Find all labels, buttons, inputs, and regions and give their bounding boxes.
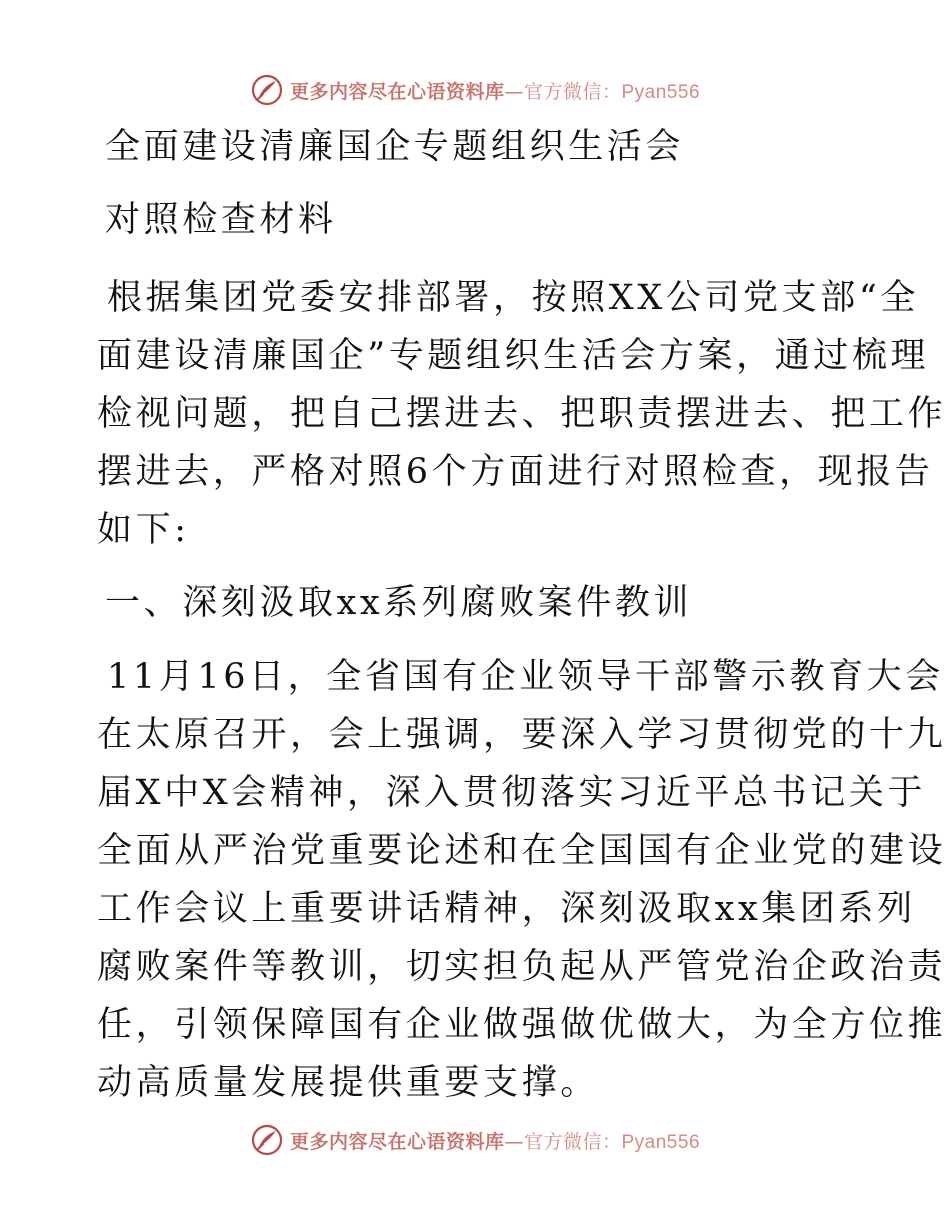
paragraph-line: 任，引领保障国有企业做强做优做大，为全方位推 — [97, 1005, 947, 1045]
watermark-wechat-label: 官方微信： — [523, 1130, 622, 1153]
paragraph-line: 如下: — [97, 510, 190, 550]
section-heading-1: 一、深刻汲取xx系列腐败案件教训 — [105, 583, 693, 623]
watermark-site-text: 更多内容尽在心语资料库 — [289, 80, 505, 103]
paragraph-line: 腐败案件等教训，切实担负起从严管党治企政治责 — [97, 947, 947, 987]
paragraph-line: 届X中X会精神，深入贯彻落实习近平总书记关于 — [97, 773, 927, 813]
document-title-line2: 对照检查材料 — [105, 200, 337, 240]
watermark-dash: — — [504, 80, 524, 103]
watermark-handle: Pyan556 — [621, 81, 701, 103]
watermark-dash: — — [504, 1130, 524, 1153]
paragraph-line: 摆进去，严格对照6个方面进行对照检查，现报告 — [97, 452, 934, 492]
watermark-text — [290, 1127, 700, 1154]
paragraph-intro — [97, 269, 946, 559]
paragraph-section-1 — [97, 648, 946, 1112]
paragraph-line: 在太原召开，会上强调，要深入学习贯彻党的十九 — [97, 715, 947, 755]
watermark-handle: Pyan556 — [621, 1131, 701, 1153]
paragraph-line: 动高质量发展提供重要支撑。 — [97, 1063, 599, 1103]
paragraph-line: 工作会议上重要讲话精神，深刻汲取xx集团系列 — [97, 889, 916, 929]
quill-logo-icon — [250, 1123, 284, 1157]
paragraph-line: 面建设清廉国企”专题组织生活会方案，通过梳理 — [97, 336, 930, 376]
paragraph-line: 根据集团党委安排部署，按照XX公司党支部“全 — [107, 278, 919, 318]
paragraph-line: 11月16日，全省国有企业领导干部警示教育大会 — [107, 657, 944, 697]
watermark-site-text: 更多内容尽在心语资料库 — [289, 1130, 505, 1153]
header-watermark-banner — [0, 70, 950, 110]
paragraph-line: 检视问题，把自己摆进去、把职责摆进去、把工作 — [97, 394, 947, 434]
watermark-wechat-label: 官方微信： — [523, 80, 622, 103]
paragraph-line: 全面从严治党重要论述和在全国国有企业党的建设 — [97, 831, 947, 871]
document-title-line1: 全面建设清廉国企专题组织生活会 — [105, 127, 685, 167]
footer-watermark-banner — [0, 1120, 950, 1160]
quill-logo-icon — [250, 73, 284, 107]
watermark-text — [290, 77, 700, 104]
